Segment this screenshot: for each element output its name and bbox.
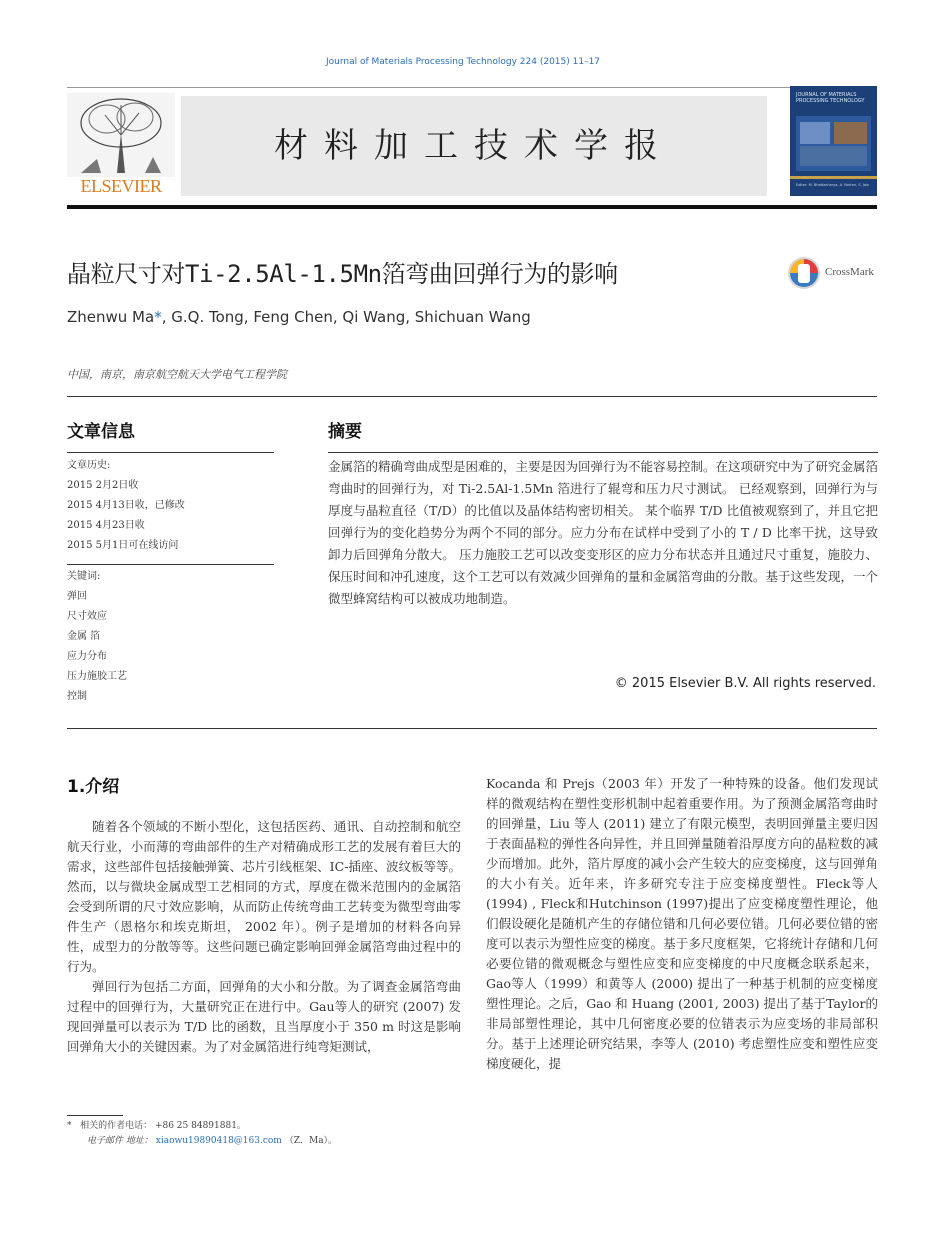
footnote (67, 1119, 337, 1149)
keywords-rule (67, 564, 274, 565)
coauthors: , G.Q. Tong, Feng Chen, Qi Wang, Shichuan Wang (161, 308, 531, 326)
keyword-item: 金属 箔 (67, 631, 101, 642)
header-thick-rule (67, 205, 877, 209)
body-paragraph: 随着各个领域的不断小型化，这包括医药、通讯、自动控制和航空航天行业，小而薄的弯曲部件的生产对精确成形工艺的发展有着巨大的需求，这些部件包括接触弹簧、芯片引线框架、IC-插座、波纹板等等。然而，以与微块金属成型工艺相同的方式，厚度在微米范围内的金属箔会受到所谓的尺寸效应影响，从而防止传统弯曲工艺转变为微型弯曲零件生产（恩格尔和埃克斯坦， 2002 年）。例子是增加的材料各向异性，成型力的分散等等。这些问题已确定影响回弹金属箔弯曲过程中的行为。 (67, 819, 461, 974)
keyword-item: 尺寸效应 (67, 611, 107, 622)
email-link[interactable]: xiaowu19890418@163.com (155, 1136, 282, 1146)
abstract-rule (328, 452, 878, 453)
footnote-phone-text: 相关的作者电话： +86 25 84891881。 (80, 1121, 246, 1131)
history-item: 2015 4月23日收 (67, 520, 145, 531)
section-heading: 1.介绍 (67, 777, 120, 797)
footnote-rule (67, 1115, 123, 1116)
section-rule (67, 396, 877, 397)
footnote-mark: * (67, 1121, 72, 1131)
email-label: 电子邮件 地址： (87, 1136, 153, 1146)
corresponding-author-mark[interactable]: * (154, 308, 162, 326)
history-item: 2015 2月2日收 (67, 480, 139, 491)
keywords-label: 关键词: (67, 571, 101, 582)
history-label: 文章历史: (67, 460, 111, 471)
article-title: 晶粒尺寸对Ti-2.5Al-1.5Mn箔弯曲回弹行为的影响 (67, 260, 618, 288)
elsevier-tree-icon (67, 93, 175, 177)
footnote-phone (67, 1119, 337, 1134)
journal-title-banner (181, 96, 767, 196)
keyword-item: 压力施胶工艺 (67, 671, 127, 682)
abstract-bottom-rule (67, 728, 877, 729)
body-column-right (486, 774, 878, 1074)
cover-title: JOURNAL OF MATERIALS PROCESSING TECHNOLOGY (796, 92, 865, 104)
journal-cover-thumbnail[interactable] (790, 86, 877, 196)
cover-image-icon (790, 86, 877, 196)
cover-editors: Editor: M. Bhattacharya, A. Norton, S. Jain (796, 183, 870, 187)
journal-reference[interactable]: Journal of Materials Processing Technology 224 (2015) 11–17 (325, 57, 601, 67)
footnote-email (67, 1134, 337, 1149)
keyword-item: 弹回 (67, 591, 87, 602)
keyword-item: 控制 (67, 691, 87, 702)
header-top-rule (67, 87, 877, 88)
copyright: © 2015 Elsevier B.V. All rights reserved. (614, 676, 876, 691)
journal-title: 材料加工技术学报 (274, 126, 674, 166)
elsevier-wordmark: ELSEVIER (80, 176, 162, 196)
crossmark-label: CrossMark (825, 266, 874, 278)
article-info-heading: 文章信息 (67, 422, 135, 442)
author-link[interactable]: Zhenwu Ma (67, 308, 155, 326)
author-list (67, 308, 531, 326)
abstract-heading: 摘要 (328, 422, 362, 442)
abstract-text: 金属箔的精确弯曲成型是困难的，主要是因为回弹行为不能容易控制。在这项研究中为了研究金属箔弯曲时的回弹行为，对 Ti-2.5Al-1.5Mn 箔进行了辊弯和压力尺寸测试。 已经观察到，回弹行为与厚度与晶粒直径（T/D）的比值以及晶体结构密切相关。 某个临界 T/D 比值被观察到了，并且它把回弹行为的变化趋势分为两个不同的部分。应力分布在试样中受到了小的 T / D 比率干扰，这导致卸力后回弹角分散大。 压力施胶工艺可以改变变形区的应力分布状态并且通过尺寸重复，施胶力、保压时间和冲孔速度，这个工艺可以有效减少回弹角的量和金属箔弯曲的分散。基于这些发现，一个微型蜂窝结构可以被成功地制造。 (328, 459, 879, 606)
elsevier-logo[interactable] (67, 93, 175, 197)
crossmark-button[interactable] (787, 256, 879, 292)
body-paragraph: 弹回行为包括二方面，回弹角的大小和分散。为了调查金属箔弯曲过程中的回弹行为，大量研究正在进行中。Gau等人的研究 (2007) 发现回弹量可以表示为 T/D 比的函数，且当厚度小于 350 m 时这是影响回弹角大小的关键因素。为了对金属箔进行纯弯矩测试， (67, 979, 461, 1054)
body-column-left (67, 817, 461, 1057)
article-info-rule (67, 452, 274, 453)
email-suffix: （Z．Ma）。 (284, 1136, 338, 1146)
keyword-item: 应力分布 (67, 651, 107, 662)
affiliation: 中国，南京，南京航空航天大学电气工程学院 (67, 368, 287, 381)
crossmark-icon (787, 256, 821, 290)
article-history (67, 456, 272, 556)
body-paragraph: Kocanda 和 Prejs（2003 年）开发了一种特殊的设备。他们发现试样的微观结构在塑性变形机制中起着重要作用。为了预测金属箔弯曲时的回弹量，Liu 等人 (2011) 建立了有限元模型，表明回弹量主要归因于表面晶粒的弹性各向异性，并且回弹量随着沿厚度方向的晶粒数的减少而增加。此外，箔片厚度的减小会产生较大的应变梯度，这与回弹角的大小有关。近年来，许多研究专注于应变梯度塑性。Fleck等人(1994) , Fleck和Hutchinson (1997)提出了应变梯度塑性理论，他们假设硬化是随机产生的存储位错和几何必要位错。几何必要位错的密度可以表示为塑性应变的梯度。基于多尺度框架，它将统计存储和几何必要位错的微观概念与塑性应变和应变梯度的中尺度概念联系起来， Gao等人（1999）和黄等人 (2000) 提出了一种基于机制的应变梯度塑性理论。之后，Gao 和 Huang (2001, 2003) 提出了基于Taylor的非局部塑性理论，其中几何密度必要的位错表示为应变场的非局部积分。基于上述理论研究结果，李等人 (2010) 考虑塑性应变和塑性应变梯度硬化，提 (486, 776, 878, 1071)
history-item: 2015 5月1日可在线访问 (67, 540, 179, 551)
history-item: 2015 4月13日收，已修改 (67, 500, 185, 511)
